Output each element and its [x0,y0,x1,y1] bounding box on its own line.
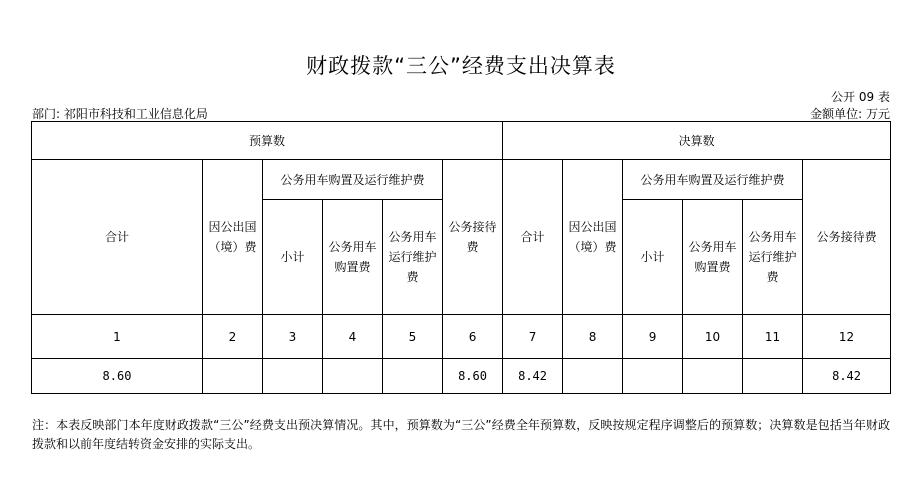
column-number: 7 [503,315,563,359]
value-row [32,359,891,394]
column-number: 9 [623,315,683,359]
final-subtotal-header: 小计 [623,200,683,315]
column-number: 4 [323,315,383,359]
final-reception-value: 8.42 [803,359,891,394]
budget-reception-value: 8.60 [443,359,503,394]
column-number: 8 [563,315,623,359]
budget-subtotal-value [263,359,323,394]
final-reception-header: 公务接待费 [803,160,891,315]
budget-abroad-value [203,359,263,394]
final-total-value: 8.42 [503,359,563,394]
column-number: 1 [32,315,203,359]
column-number-row [32,315,891,359]
final-abroad-header: 因公出国（境）费 [563,160,623,315]
budget-total-value: 8.60 [32,359,203,394]
final-total-header: 合计 [503,160,563,315]
final-vehicle-group-header: 公务用车购置及运行维护费 [623,160,803,200]
final-abroad-value [563,359,623,394]
amount-unit-label: 金额单位: 万元 [810,107,890,121]
column-number: 6 [443,315,503,359]
budget-vehicle-purchase-header: 公务用车购置费 [323,200,383,315]
form-number: 公开 09 表 [831,90,890,104]
budget-vehicle-group-header: 公务用车购置及运行维护费 [263,160,443,200]
column-number: 3 [263,315,323,359]
final-vehicle-operation-header: 公务用车运行维护费 [743,200,803,315]
budget-subtotal-header: 小计 [263,200,323,315]
page-title: 财政拨款“三公”经费支出决算表 [306,54,616,78]
column-number: 5 [383,315,443,359]
column-number: 12 [803,315,891,359]
budget-reception-header: 公务接待费 [443,160,503,315]
column-number: 10 [683,315,743,359]
budget-vehicle-purchase-value [323,359,383,394]
footnote: 注：本表反映部门本年度财政拨款“三公”经费支出预决算情况。其中，预算数为“三公”经费全年预算数，反映按规定程序调整后的预算数；决算数是包括当年财政拨款和以前年度结转资金安排的实际支出。 [32,418,890,451]
final-vehicle-operation-value [743,359,803,394]
budget-vehicle-operation-header: 公务用车运行维护费 [383,200,443,315]
department-label: 部门: 祁阳市科技和工业信息化局 [32,107,208,121]
column-number: 11 [743,315,803,359]
final-vehicle-purchase-header: 公务用车购置费 [683,200,743,315]
budget-group-header: 预算数 [32,122,503,160]
final-subtotal-value [623,359,683,394]
three-public-expenses-table [31,121,891,394]
final-vehicle-purchase-value [683,359,743,394]
budget-total-header: 合计 [32,160,203,315]
column-number: 2 [203,315,263,359]
final-group-header: 决算数 [503,122,891,160]
budget-abroad-header: 因公出国（境）费 [203,160,263,315]
budget-vehicle-operation-value [383,359,443,394]
